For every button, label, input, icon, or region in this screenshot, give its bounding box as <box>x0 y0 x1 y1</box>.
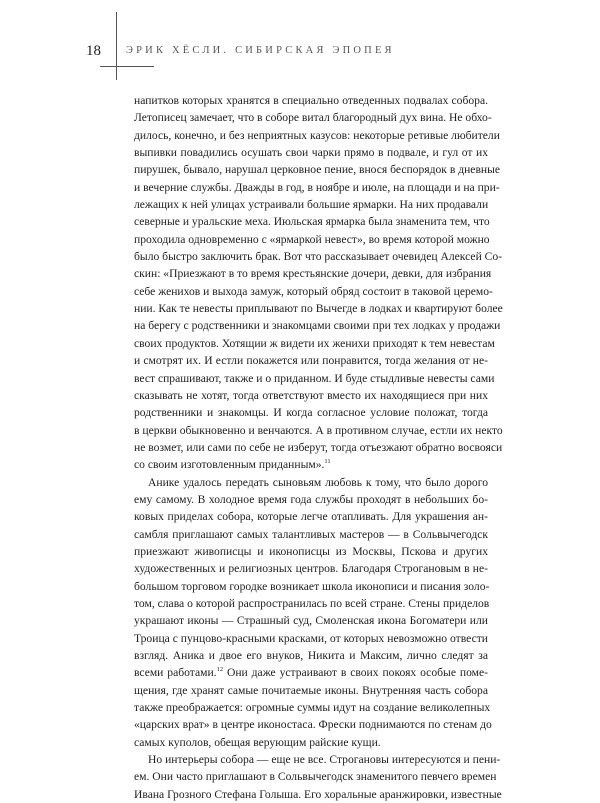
text-line-content: северные и уральские меха. Июльская ярмарка была знаменита тем, что <box>134 215 490 229</box>
text-line <box>134 768 497 785</box>
text-line <box>134 612 488 629</box>
text-line-content: Анике удалось передать сыновьям любовь к тому, что было дорого <box>148 475 488 489</box>
footnote-ref[interactable]: 11 <box>324 458 331 466</box>
text-line-content: напитков которых хранятся в специально отведенных подвалах собора. <box>134 94 488 107</box>
text-line <box>134 265 492 282</box>
text-line <box>134 474 488 491</box>
text-line <box>134 716 492 733</box>
text-line-content: всеми работами. <box>134 666 217 680</box>
text-line-content: родственники и знакомцы. И когда согласное условие положат, тогда <box>134 406 488 420</box>
footnote-ref[interactable]: 12 <box>216 666 224 674</box>
text-line <box>134 422 503 439</box>
text-line <box>134 543 488 560</box>
text-line <box>134 127 500 144</box>
text-line-content: художественных и религиозных центров. Благодаря Строгановым в не- <box>134 562 488 576</box>
text-line-content: самых куполов, обещая верующим райские кущи. <box>134 735 381 749</box>
text-line <box>134 144 488 161</box>
text-line-content: дилось, конечно, и без неприятных казусов: некоторые ретивые любители <box>134 128 500 142</box>
text-line <box>134 213 488 230</box>
text-line-content: сказывать не хотят, тогда ответствуют вместо их находящиеся при них <box>134 388 488 402</box>
text-line-content: было быстро заключить брак. Вот что рассказывает очевидец Алексей Со- <box>134 250 503 264</box>
header-vertical-rule <box>116 12 117 80</box>
text-line <box>134 300 503 317</box>
text-line <box>134 630 488 647</box>
page-number: 18 <box>86 43 101 59</box>
body-text <box>134 92 503 803</box>
text-line-content: ковых приделах собора, которые легче отапливать. Для украшения ан- <box>134 510 488 524</box>
text-line-content: ем. Они часто приглашают в Сольвычегодск знаменитого певчего времен <box>134 770 497 784</box>
text-line <box>134 179 500 196</box>
text-line-content: приезжают живописцы и иконописцы из Москвы, Пскова и других <box>134 544 488 558</box>
text-line <box>134 370 495 387</box>
header-horizontal-rule <box>100 66 154 67</box>
text-line-content: также преображается: огромные суммы идут на создание великолепных <box>134 701 491 715</box>
text-line <box>134 682 488 699</box>
text-line <box>134 109 492 126</box>
text-line <box>134 751 501 768</box>
text-line-content: щения, где хранят самые почитаемые иконы. Внутренняя часть собора <box>134 683 488 697</box>
text-line-content: проходила одновременно с «ярмаркой невест», во время которой можно <box>134 232 490 246</box>
text-line <box>134 404 488 421</box>
text-line-content: «царских врат» в центре иконостаса. Фрески поднимаются по стенам до <box>134 718 492 732</box>
text-line-content: себе женихов и выхода замуж, который обряд состоит в таковой церемо- <box>134 284 493 298</box>
text-line <box>134 439 503 456</box>
text-line-content: скин: «Приезжают в то время крестьянские дочери, девки, для избрания <box>134 267 492 281</box>
text-line-content: ему самому. В холодное время года службы проходят в небольших бо- <box>134 492 488 506</box>
text-line <box>134 317 501 334</box>
text-line-content: самбля приглашают самых талантливых мастеров — в Сольвычегодск <box>134 527 488 541</box>
text-line <box>134 456 488 473</box>
text-line <box>134 786 502 803</box>
text-line <box>134 647 488 664</box>
text-line <box>134 248 503 265</box>
text-line-content: Ивана Грозного Стефана Голыша. Его хоральные аранжировки, известные <box>134 787 502 801</box>
text-line <box>134 491 488 508</box>
text-line-content: вест спрашивают, также и о приданном. И буде стыдливые невесты сами <box>134 371 495 385</box>
text-line-content: взгляд. Аника и двое его внуков, Никита и Максим, лично следят за <box>134 649 488 662</box>
text-line <box>134 578 488 595</box>
text-line-content: и смотрят их. И естли покажется или понравится, тогда желания от не- <box>134 354 488 368</box>
text-line-content: Троица с пунцово-красными красками, от которых невозможно отвести <box>134 631 488 645</box>
text-line <box>134 734 488 751</box>
text-line-continuation: Они даже устраивают в своих покоях особые поме- <box>223 666 488 680</box>
text-line-content: Но интерьеры собора — еще не все. Строгановы интересуются и пени- <box>148 753 501 767</box>
text-line-content: нии. Как те невесты приплывают по Вычегде в лодках и квартируют более <box>134 302 503 316</box>
text-line <box>134 560 488 577</box>
text-line <box>134 161 501 178</box>
text-line <box>134 595 488 612</box>
text-line-content: своих продуктов. Хотящии ж видети их женихи приходят к тем невестам <box>134 336 495 350</box>
text-line <box>134 231 488 248</box>
text-line-content: большом торговом городке возникает школа иконописи и писания золо- <box>134 579 490 593</box>
text-line <box>134 335 495 352</box>
text-line-content: со своим изготовленным приданным». <box>134 458 325 472</box>
text-line-content: том, слава о которой распространилась по всей стране. Стены приделов <box>134 596 490 610</box>
text-line <box>134 352 488 369</box>
text-line-content: пирушек, бывало, нарушал церковное пение, внося беспорядок в дневные <box>134 163 501 177</box>
text-line-content: в церкви обыкновенно и венчаются. А в противном случае, естли их некто <box>134 423 503 437</box>
text-line-content: выпивки повадились осушать свои чарки прямо в подвале, и гул от их <box>134 146 488 160</box>
running-head: ЭРИК ХЁСЛИ. СИБИРСКАЯ ЭПОПЕЯ <box>126 45 395 56</box>
text-line-content: на берегу с родственники и знакомцами своими при тех лодках у продажи <box>134 319 501 333</box>
text-line <box>134 387 488 404</box>
text-line <box>134 664 488 681</box>
text-line <box>134 196 488 213</box>
text-line-content: Летописец замечает, что в соборе витал благородный дух вина. Не обхо- <box>134 111 492 125</box>
text-line-content: не возмет, или сами по себе не изберут, тогда отъезжают обратно восвояси <box>134 440 503 454</box>
text-line <box>134 92 488 109</box>
text-line <box>134 526 488 543</box>
text-line <box>134 699 491 716</box>
text-line-content: и вечерние службы. Дважды в год, в ноябре и июле, на площади и на при- <box>134 180 500 194</box>
text-line-content: лежащих к ней улицах устраивали большие ярмарки. На них продавали <box>134 198 489 212</box>
text-line-content: украшают иконы — Страшный суд, Смоленская икона Богоматери или <box>134 614 488 628</box>
text-line <box>134 283 493 300</box>
text-line <box>134 508 488 525</box>
